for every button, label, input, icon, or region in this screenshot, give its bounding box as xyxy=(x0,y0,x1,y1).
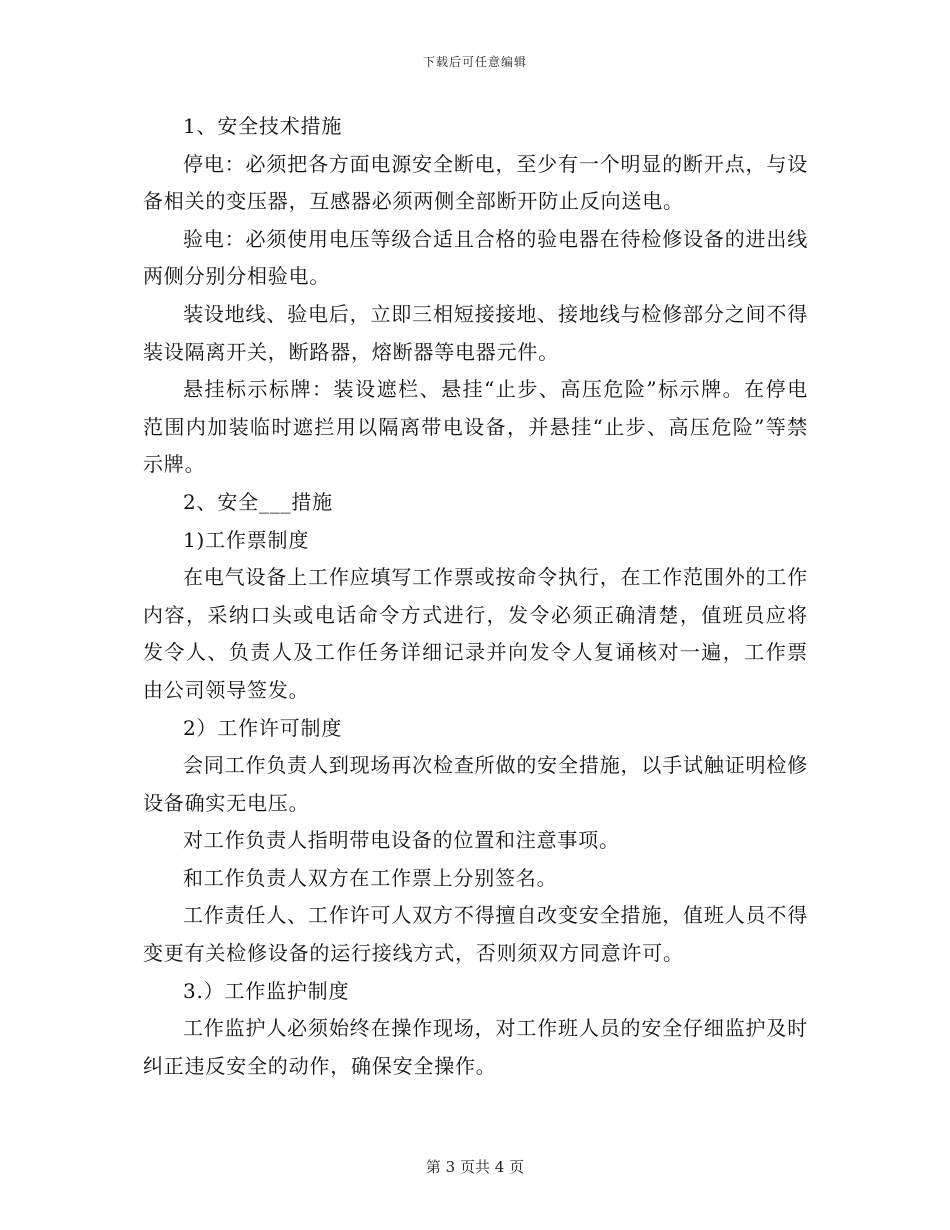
paragraph: 停电：必须把各方面电源安全断电，至少有一个明显的断开点，与设备相关的变压器，互感器必须两侧全部断开防止反向送电。 xyxy=(143,151,808,214)
paragraph: 在电气设备上工作应填写工作票或按命令执行，在工作范围外的工作内容，采纳口头或电话命令方式进行，发令必须正确清楚，值班员应将发令人、负责人及工作任务详细记录并向发令人复诵核对一遍，工作票由公司领导签发。 xyxy=(143,565,808,702)
paragraph: 会同工作负责人到现场再次检查所做的安全措施，以手试触证明检修设备确实无电压。 xyxy=(143,753,808,815)
page-header: 下载后可任意编辑 xyxy=(422,55,527,69)
subsection-heading: 1)工作票制度 xyxy=(183,527,310,552)
paragraph: 对工作负责人指明带电设备的位置和注意事项。 xyxy=(183,828,620,853)
paragraph: 和工作负责人双方在工作票上分别签名。 xyxy=(183,865,558,890)
paragraph: 工作监护人必须始终在操作现场，对工作班人员的安全仔细监护及时纠正违反安全的动作，确保安全操作。 xyxy=(143,1016,808,1078)
document-body xyxy=(143,108,808,1085)
subsection-heading: 3.）工作监护制度 xyxy=(183,978,350,1003)
subsection-heading: 2）工作许可制度 xyxy=(183,715,343,740)
section-heading: 1、安全技术措施 xyxy=(183,114,343,138)
section-heading: 2、安全___措施 xyxy=(183,489,333,514)
paragraph: 验电：必须使用电压等级合适且合格的验电器在待检修设备的进出线两侧分别分相验电。 xyxy=(143,226,808,289)
paragraph: 悬挂标示标牌：装设遮栏、悬挂“止步、高压危险”标示牌。在停电范围内加装临时遮拦用以隔离带电设备，并悬挂“止步、高压危险”等禁示牌。 xyxy=(143,377,808,477)
paragraph: 装设地线、验电后，立即三相短接接地、接地线与检修部分之间不得装设隔离开关，断路器，熔断器等电器元件。 xyxy=(143,301,808,364)
page-footer: 第 3 页共 4 页 xyxy=(425,1158,525,1176)
paragraph: 工作责任人、工作许可人双方不得擅自改变安全措施，值班人员不得变更有关检修设备的运行接线方式，否则须双方同意许可。 xyxy=(143,903,808,966)
